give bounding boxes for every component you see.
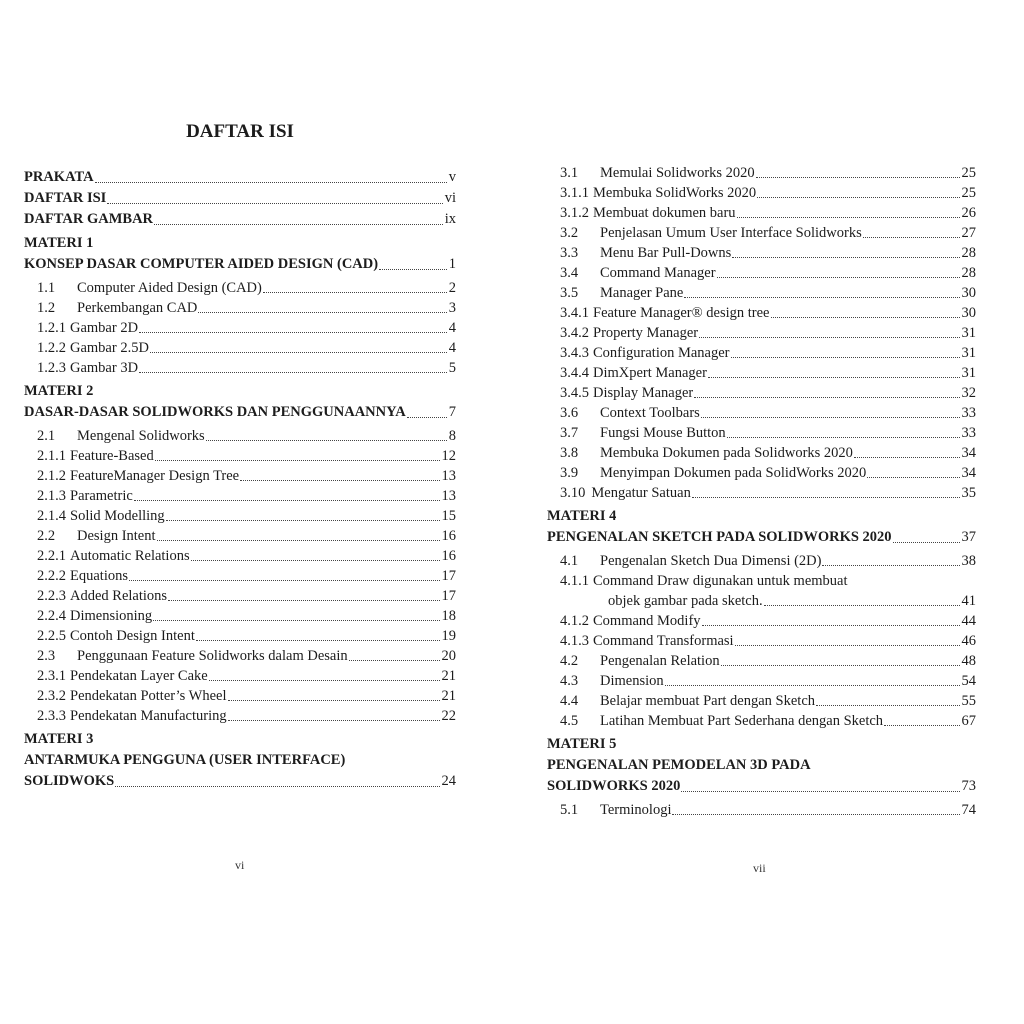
toc-heading[interactable] — [24, 254, 456, 275]
dot-leader — [153, 620, 439, 621]
entry-page-number: 27 — [961, 225, 976, 241]
entry-title: Terminologi — [600, 802, 672, 818]
dot-leader — [884, 725, 959, 726]
dot-leader — [692, 497, 960, 498]
dot-leader — [735, 645, 960, 646]
entry-page-number: 16 — [441, 528, 456, 544]
dot-leader — [756, 177, 960, 178]
entry-title: Property Manager — [593, 325, 699, 341]
dot-leader — [107, 203, 442, 204]
toc-entry[interactable] — [547, 243, 976, 263]
entry-number: 2.3 — [37, 648, 56, 664]
toc-entry[interactable] — [547, 163, 976, 183]
entry-title: MATERI 2 — [24, 383, 94, 399]
entry-title: Membuat dokumen baru — [593, 205, 736, 221]
dot-leader — [166, 520, 440, 521]
dot-leader — [154, 224, 443, 225]
entry-number: 4.1.2 — [560, 613, 589, 629]
toc-entry[interactable] — [24, 318, 456, 338]
dot-leader — [228, 720, 440, 721]
entry-page-number: 28 — [961, 265, 976, 281]
entry-number: 2.2.3 — [37, 588, 66, 604]
entry-title: Command Manager — [600, 265, 716, 281]
entry-page-number: 34 — [961, 465, 976, 481]
entry-title: Computer Aided Design (CAD) — [77, 280, 262, 296]
toc-heading[interactable] — [24, 233, 456, 254]
dot-leader — [822, 565, 959, 566]
toc-heading[interactable] — [547, 527, 976, 548]
entry-number: 2.3.2 — [37, 688, 66, 704]
entry-page-number: 13 — [441, 488, 456, 504]
entry-number: 2.1.4 — [37, 508, 66, 524]
toc-entry[interactable] — [547, 443, 976, 463]
toc-heading[interactable] — [24, 771, 456, 792]
entry-number: 2.1 — [37, 428, 56, 444]
toc-entry[interactable] — [24, 666, 456, 686]
dot-leader — [196, 640, 440, 641]
entry-title: MATERI 1 — [24, 235, 94, 251]
entry-page-number: 3 — [448, 300, 456, 316]
toc-entry[interactable] — [24, 298, 456, 318]
entry-number: 2.2.2 — [37, 568, 66, 584]
toc-entry[interactable] — [547, 483, 976, 503]
toc-entry[interactable] — [547, 383, 976, 403]
entry-title: Pengenalan Relation — [600, 653, 720, 669]
entry-number: 3.7 — [560, 425, 579, 441]
entry-title: Contoh Design Intent — [70, 628, 195, 644]
entry-number: 3.4.4 — [560, 365, 589, 381]
toc-entry[interactable] — [547, 423, 976, 443]
entry-number: 4.5 — [560, 713, 579, 729]
dot-leader — [681, 791, 959, 792]
entry-title: Added Relations — [70, 588, 168, 604]
entry-page-number: 17 — [441, 568, 456, 584]
toc-entry[interactable] — [547, 343, 976, 363]
dot-leader — [672, 814, 959, 815]
toc-heading[interactable] — [24, 188, 456, 209]
toc-entry[interactable] — [24, 358, 456, 378]
entry-title: Mengenal Solidworks — [77, 428, 205, 444]
entry-title: Fungsi Mouse Button — [600, 425, 726, 441]
dot-leader — [168, 600, 439, 601]
toc-entry[interactable] — [24, 446, 456, 466]
entry-number: 3.4.2 — [560, 325, 589, 341]
entry-number: 4.3 — [560, 673, 579, 689]
toc-entry[interactable] — [24, 686, 456, 706]
toc-heading[interactable] — [24, 209, 456, 230]
entry-title: Gambar 3D — [70, 360, 139, 376]
toc-entry[interactable] — [547, 651, 976, 671]
dot-leader — [893, 542, 960, 543]
entry-page-number: 37 — [961, 529, 976, 545]
entry-page-number: 73 — [961, 778, 976, 794]
entry-number: 3.6 — [560, 405, 579, 421]
entry-title: Mengatur Satuan — [591, 485, 691, 501]
toc-heading[interactable] — [547, 734, 976, 755]
dot-leader — [694, 397, 959, 398]
toc-entry[interactable] — [24, 278, 456, 298]
toc-entry[interactable] — [24, 586, 456, 606]
dot-leader — [737, 217, 960, 218]
toc-entry[interactable] — [547, 223, 976, 243]
entry-page-number: 31 — [961, 325, 976, 341]
dot-leader — [863, 237, 960, 238]
toc-heading[interactable] — [24, 729, 456, 750]
toc-entry[interactable] — [24, 506, 456, 526]
toc-entry[interactable] — [24, 426, 456, 446]
dot-leader — [867, 477, 959, 478]
entry-page-number: 74 — [961, 802, 976, 818]
entry-title: DAFTAR GAMBAR — [24, 211, 154, 227]
entry-number: 4.1 — [560, 553, 579, 569]
entry-number: 2.2.1 — [37, 548, 66, 564]
dot-leader — [699, 337, 959, 338]
dot-leader — [708, 377, 960, 378]
entry-page-number: 30 — [961, 305, 976, 321]
dot-leader — [727, 437, 960, 438]
entry-title: Design Intent — [77, 528, 156, 544]
entry-number: 3.9 — [560, 465, 579, 481]
dot-leader — [379, 269, 447, 270]
entry-number: 3.4.3 — [560, 345, 589, 361]
entry-title: Pendekatan Manufacturing — [70, 708, 227, 724]
entry-number: 3.8 — [560, 445, 579, 461]
entry-page-number: 12 — [441, 448, 456, 464]
entry-number: 1.2 — [37, 300, 56, 316]
entry-title: Feature-Based — [70, 448, 154, 464]
dot-leader — [191, 560, 440, 561]
toc-entry[interactable] — [24, 566, 456, 586]
entry-page-number: 18 — [441, 608, 456, 624]
toc-entry[interactable] — [547, 611, 976, 631]
entry-title: Membuka SolidWorks 2020 — [593, 185, 757, 201]
entry-number: 3.4.1 — [560, 305, 589, 321]
entry-title: PENGENALAN SKETCH PADA SOLIDWORKS 2020 — [547, 529, 892, 545]
entry-page-number: 26 — [961, 205, 976, 221]
entry-number: 2.2.5 — [37, 628, 66, 644]
toc-heading[interactable] — [24, 750, 456, 771]
toc-entry[interactable] — [547, 591, 976, 611]
dot-leader — [701, 417, 960, 418]
toc-entry[interactable] — [547, 283, 976, 303]
dot-leader — [684, 297, 959, 298]
page-number-right: vii — [753, 861, 766, 875]
entry-number: 4.2 — [560, 653, 579, 669]
entry-number: 4.4 — [560, 693, 579, 709]
toc-entry[interactable] — [547, 303, 976, 323]
entry-title: MATERI 4 — [547, 508, 617, 524]
dot-leader — [115, 786, 439, 787]
entry-title: Dimensioning — [70, 608, 153, 624]
entry-page-number: 33 — [961, 405, 976, 421]
dot-leader — [206, 440, 447, 441]
entry-page-number: 21 — [441, 688, 456, 704]
entry-page-number: 20 — [441, 648, 456, 664]
entry-page-number: vi — [444, 190, 456, 206]
entry-title: KONSEP DASAR COMPUTER AIDED DESIGN (CAD) — [24, 256, 379, 272]
dot-leader — [150, 352, 447, 353]
entry-title: Gambar 2.5D — [70, 340, 149, 356]
toc-entry[interactable] — [547, 363, 976, 383]
entry-title: Belajar membuat Part dengan Sketch — [600, 693, 816, 709]
toc-heading[interactable] — [547, 755, 976, 776]
dot-leader — [129, 580, 440, 581]
entry-page-number: 31 — [961, 345, 976, 361]
dot-leader — [198, 312, 446, 313]
entry-number: 3.1 — [560, 165, 579, 181]
entry-number: 3.3 — [560, 245, 579, 261]
toc-entry[interactable] — [547, 691, 976, 711]
entry-title: Pengenalan Sketch Dua Dimensi (2D) — [600, 553, 822, 569]
entry-number: 3.4.5 — [560, 385, 589, 401]
entry-page-number: 25 — [961, 185, 976, 201]
dot-leader — [263, 292, 447, 293]
entry-page-number: 1 — [448, 256, 456, 272]
toc-heading[interactable] — [547, 506, 976, 527]
entry-number: 1.2.1 — [37, 320, 66, 336]
entry-title: Context Toolbars — [600, 405, 700, 421]
toc-entry[interactable] — [547, 800, 976, 820]
entry-number: 3.1.1 — [560, 185, 589, 201]
entry-title: Dimension — [600, 673, 664, 689]
entry-title: PRAKATA — [24, 169, 94, 185]
dot-leader — [665, 685, 960, 686]
entry-title: ANTARMUKA PENGGUNA (USER INTERFACE) — [24, 752, 346, 768]
entry-number: 2.3.1 — [37, 668, 66, 684]
entry-page-number: 4 — [448, 340, 456, 356]
entry-page-number: 5 — [448, 360, 456, 376]
entry-number: 1.1 — [37, 280, 56, 296]
entry-number: 2.2 — [37, 528, 56, 544]
entry-title: DASAR-DASAR SOLIDWORKS DAN PENGGUNAANNYA — [24, 404, 406, 420]
entry-title: Automatic Relations — [70, 548, 190, 564]
toc-entry[interactable] — [24, 546, 456, 566]
entry-page-number: 19 — [441, 628, 456, 644]
entry-number: 1.2.2 — [37, 340, 66, 356]
entry-title: PENGENALAN PEMODELAN 3D PADA — [547, 757, 811, 773]
toc-entry[interactable] — [547, 631, 976, 651]
toc-entry[interactable] — [547, 403, 976, 423]
entry-title: Display Manager — [593, 385, 694, 401]
entry-title: Parametric — [70, 488, 133, 504]
entry-page-number: 28 — [961, 245, 976, 261]
entry-title: Equations — [70, 568, 128, 584]
toc-list-left — [24, 167, 456, 792]
entry-number: 3.4 — [560, 265, 579, 281]
entry-number: 5.1 — [560, 802, 579, 818]
toc-heading[interactable] — [24, 402, 456, 423]
entry-number: 2.1.1 — [37, 448, 66, 464]
dot-leader — [764, 605, 960, 606]
toc-list-right — [547, 163, 976, 820]
entry-title: Penggunaan Feature Solidworks dalam Desain — [77, 648, 348, 664]
entry-title: Memulai Solidworks 2020 — [600, 165, 755, 181]
entry-title: FeatureManager Design Tree — [70, 468, 240, 484]
dot-leader — [771, 317, 960, 318]
entry-page-number: 67 — [961, 713, 976, 729]
dot-leader — [721, 665, 960, 666]
entry-number: 3.2 — [560, 225, 579, 241]
entry-number: 2.2.4 — [37, 608, 66, 624]
toc-entry[interactable] — [547, 711, 976, 731]
entry-title: Feature Manager® design tree — [593, 305, 770, 321]
toc-entry[interactable] — [24, 338, 456, 358]
entry-title: Penjelasan Umum User Interface Solidworks — [600, 225, 862, 241]
entry-number: 4.1.3 — [560, 633, 589, 649]
entry-page-number: 15 — [441, 508, 456, 524]
page-number-left: vi — [235, 858, 245, 872]
entry-title: Menu Bar Pull-Downs — [600, 245, 732, 261]
toc-heading[interactable] — [24, 167, 456, 188]
toc-entry[interactable] — [547, 551, 976, 571]
entry-title: MATERI 5 — [547, 736, 617, 752]
entry-page-number: 24 — [441, 773, 456, 789]
entry-number: 2.1.3 — [37, 488, 66, 504]
entry-title: Command Draw digunakan untuk membuat — [593, 573, 848, 589]
entry-page-number: 54 — [961, 673, 976, 689]
entry-page-number: 21 — [441, 668, 456, 684]
toc-entry[interactable] — [24, 606, 456, 626]
toc-heading[interactable] — [547, 776, 976, 797]
dot-leader — [155, 460, 440, 461]
entry-page-number: 34 — [961, 445, 976, 461]
entry-title: DAFTAR ISI — [24, 190, 107, 206]
entry-page-number: 7 — [448, 404, 456, 420]
entry-page-number: 13 — [441, 468, 456, 484]
entry-title: objek gambar pada sketch. — [608, 593, 763, 609]
entry-page-number: 4 — [448, 320, 456, 336]
entry-title: Pendekatan Potter’s Wheel — [70, 688, 227, 704]
entry-title: SOLIDWOKS — [24, 773, 115, 789]
entry-page-number: 17 — [441, 588, 456, 604]
entry-number: 1.2.3 — [37, 360, 66, 376]
entry-title: MATERI 3 — [24, 731, 94, 747]
entry-page-number: 31 — [961, 365, 976, 381]
entry-title: Command Modify — [593, 613, 701, 629]
dot-leader — [209, 680, 440, 681]
entry-page-number: ix — [444, 211, 456, 227]
entry-title: Latihan Membuat Part Sederhana dengan Sketch — [600, 713, 884, 729]
dot-leader — [702, 625, 960, 626]
dot-leader — [717, 277, 960, 278]
toc-entry[interactable] — [547, 203, 976, 223]
entry-title: DimXpert Manager — [593, 365, 707, 381]
entry-number: 3.10 — [560, 485, 586, 501]
entry-title: Solid Modelling — [70, 508, 165, 524]
entry-page-number: 30 — [961, 285, 976, 301]
entry-page-number: 33 — [961, 425, 976, 441]
toc-entry[interactable] — [547, 323, 976, 343]
dot-leader — [854, 457, 960, 458]
dot-leader — [407, 417, 447, 418]
dot-leader — [757, 197, 959, 198]
entry-page-number: 25 — [961, 165, 976, 181]
dot-leader — [732, 257, 959, 258]
entry-title: Configuration Manager — [593, 345, 730, 361]
dot-leader — [157, 540, 440, 541]
entry-page-number: 41 — [961, 593, 976, 609]
toc-entry[interactable] — [24, 486, 456, 506]
entry-page-number: 16 — [441, 548, 456, 564]
dot-leader — [816, 705, 959, 706]
toc-entry[interactable] — [24, 526, 456, 546]
entry-title: Menyimpan Dokumen pada SolidWorks 2020 — [600, 465, 867, 481]
entry-page-number: 55 — [961, 693, 976, 709]
entry-title: Pendekatan Layer Cake — [70, 668, 208, 684]
entry-page-number: 44 — [961, 613, 976, 629]
entry-page-number: 32 — [961, 385, 976, 401]
entry-page-number: 46 — [961, 633, 976, 649]
dot-leader — [139, 372, 447, 373]
toc-heading[interactable] — [24, 381, 456, 402]
entry-page-number: v — [448, 169, 456, 185]
entry-number: 4.1.1 — [560, 573, 589, 589]
toc-entry[interactable] — [547, 183, 976, 203]
toc-entry[interactable] — [547, 463, 976, 483]
toc-entry[interactable] — [547, 263, 976, 283]
toc-entry[interactable] — [24, 466, 456, 486]
toc-entry[interactable] — [547, 671, 976, 691]
dot-leader — [228, 700, 440, 701]
entry-page-number: 22 — [441, 708, 456, 724]
entry-number: 2.1.2 — [37, 468, 66, 484]
entry-title: Gambar 2D — [70, 320, 139, 336]
dot-leader — [95, 182, 447, 183]
toc-entry[interactable] — [24, 626, 456, 646]
entry-page-number: 48 — [961, 653, 976, 669]
entry-page-number: 2 — [448, 280, 456, 296]
toc-entry[interactable] — [547, 571, 976, 591]
toc-title: DAFTAR ISI — [186, 121, 294, 142]
entry-title: Membuka Dokumen pada Solidworks 2020 — [600, 445, 853, 461]
dot-leader — [139, 332, 447, 333]
entry-page-number: 38 — [961, 553, 976, 569]
entry-number: 3.1.2 — [560, 205, 589, 221]
entry-title: SOLIDWORKS 2020 — [547, 778, 681, 794]
entry-number: 3.5 — [560, 285, 579, 301]
dot-leader — [731, 357, 960, 358]
toc-entry[interactable] — [24, 706, 456, 726]
entry-title: Perkembangan CAD — [77, 300, 198, 316]
toc-entry[interactable] — [24, 646, 456, 666]
dot-leader — [134, 500, 440, 501]
entry-page-number: 8 — [448, 428, 456, 444]
dot-leader — [240, 480, 439, 481]
dot-leader — [349, 660, 440, 661]
entry-title: Manager Pane — [600, 285, 684, 301]
entry-number: 2.3.3 — [37, 708, 66, 724]
entry-title: Command Transformasi — [593, 633, 734, 649]
entry-page-number: 35 — [961, 485, 976, 501]
